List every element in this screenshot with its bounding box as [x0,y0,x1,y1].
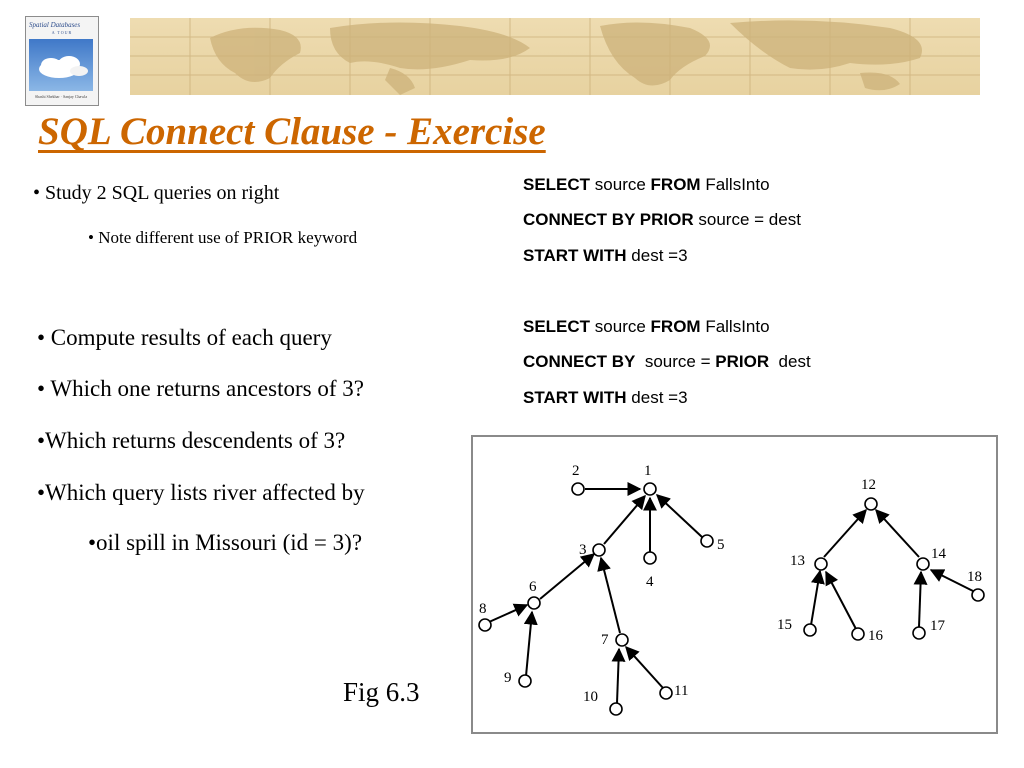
book-title: Spatial Databases [29,21,81,29]
bullet-descendents-question: •Which returns descendents of 3? [37,428,346,453]
query2-connect-line [523,352,811,372]
figure-caption: Fig 6.3 [343,677,420,707]
node-label-4: 4 [646,574,654,590]
node-12 [865,498,877,510]
node-7 [616,634,628,646]
query1-start-line [523,246,688,266]
keyword-connect-by: CONNECT BY [523,352,636,371]
node-17 [913,627,925,639]
keyword-select: SELECT [523,317,591,336]
edge-16-13 [826,572,856,629]
sql-text: source = [635,352,716,371]
sql-text: dest [769,352,811,371]
keyword-connect-by-prior: CONNECT BY PRIOR [523,210,694,229]
sql-text: FallsInto [700,175,770,194]
node-label-12: 12 [861,477,876,493]
query1-select-line [523,175,770,195]
bullet-oil-spill: •oil spill in Missouri (id = 3)? [88,530,363,555]
node-label-2: 2 [572,463,580,479]
node-label-5: 5 [717,537,725,553]
query2-start-line [523,388,688,408]
keyword-start-with: START WITH [523,388,627,407]
edge-11-7 [626,647,663,688]
node-label-1: 1 [644,463,652,479]
node-label-15: 15 [777,617,792,633]
keyword-from: FROM [650,175,701,194]
node-8 [479,619,491,631]
node-14 [917,558,929,570]
bullet-prior-keyword: • Note different use of PRIOR keyword [88,228,358,247]
query2-select-line [523,317,770,337]
book-authors: Shashi Shekhar · Sanjay Chawla [34,94,88,99]
node-label-16: 16 [868,628,883,644]
node-label-11: 11 [674,683,689,699]
node-3 [593,544,605,556]
edge-15-13 [811,571,820,625]
edge-5-1 [657,495,702,537]
keyword-start-with: START WITH [523,246,627,265]
node-label-8: 8 [479,601,487,617]
book-subtitle: A TOUR [51,30,73,35]
bullet-compute-results: • Compute results of each query [37,325,332,350]
sql-text: source [590,317,651,336]
sql-text: FallsInto [700,317,770,336]
node-label-17: 17 [930,618,945,634]
edge-14-12 [876,510,919,557]
node-label-3: 3 [579,542,587,558]
edge-9-6 [526,612,532,676]
node-15 [804,624,816,636]
node-11 [660,687,672,699]
sql-text: source = dest [693,210,801,229]
edge-7-3 [601,558,620,633]
sql-text: source [590,175,651,194]
world-map-banner [130,18,980,95]
query1-connect-line [523,210,801,230]
sql-text: dest =3 [626,388,688,407]
node-4 [644,552,656,564]
node-label-18: 18 [967,569,982,585]
node-label-9: 9 [504,670,512,686]
node-label-14: 14 [931,546,946,562]
book-cover-image [25,16,99,106]
bullet-ancestors-question: • Which one returns ancestors of 3? [37,376,364,401]
keyword-select: SELECT [523,175,591,194]
bullet-river-question: •Which query lists river affected by [37,480,365,505]
node-1 [644,483,656,495]
node-label-10: 10 [583,689,598,705]
keyword-prior: PRIOR [715,352,770,371]
node-16 [852,628,864,640]
node-5 [701,535,713,547]
node-label-13: 13 [790,553,805,569]
keyword-from: FROM [650,317,701,336]
edge-6-3 [540,554,594,599]
node-label-7: 7 [601,632,609,648]
node-2 [572,483,584,495]
node-9 [519,675,531,687]
edge-8-6 [489,605,527,622]
node-18 [972,589,984,601]
edge-13-12 [824,510,866,557]
node-label-6: 6 [529,579,537,595]
edge-3-1 [604,496,645,544]
cloud-sky-picture [29,39,93,91]
bullet-study-queries: • Study 2 SQL queries on right [33,182,280,204]
edge-17-14 [919,572,921,627]
node-13 [815,558,827,570]
river-tree-diagram [471,435,998,734]
node-10 [610,703,622,715]
slide-title: SQL Connect Clause - Exercise [38,110,546,153]
edge-10-7 [617,649,619,703]
sql-text: dest =3 [626,246,688,265]
node-6 [528,597,540,609]
